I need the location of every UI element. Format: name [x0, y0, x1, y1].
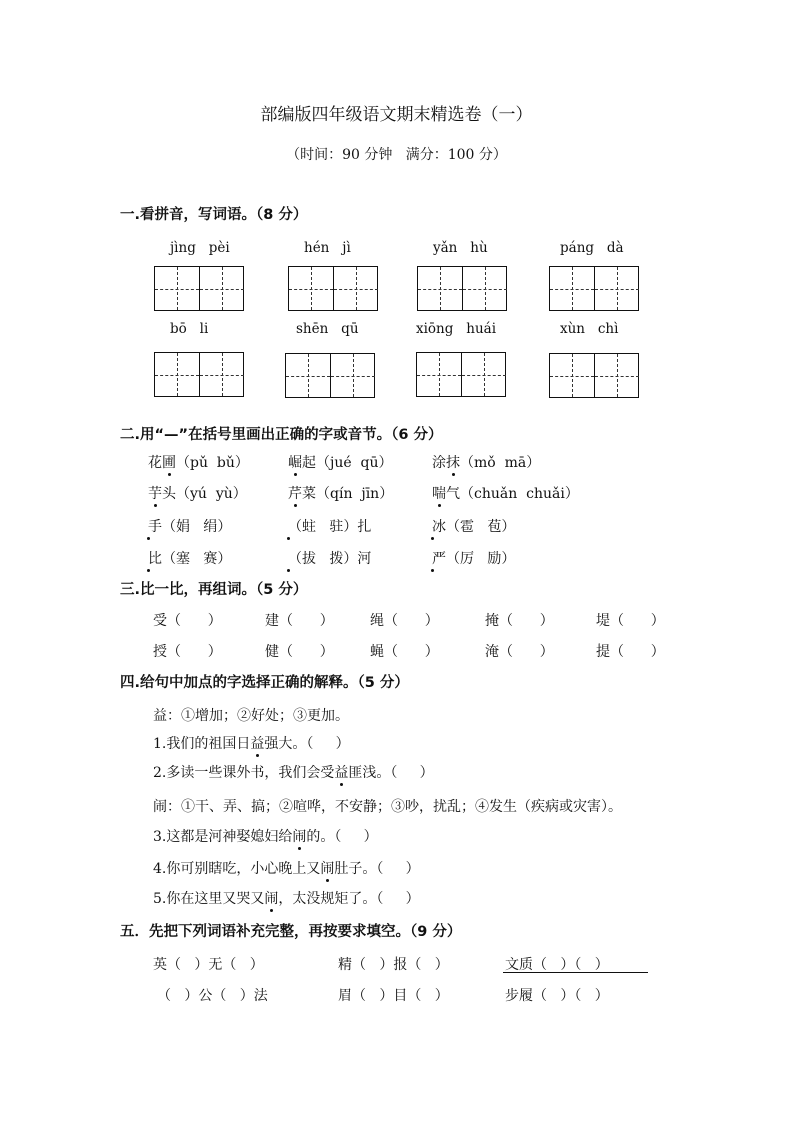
text: 强大。（ ） [264, 736, 350, 752]
choice-item[interactable] [288, 550, 371, 568]
text: （mǒ mā） [460, 455, 541, 471]
idiom-item: 文质（ ）（ ） [505, 957, 609, 973]
writing-box[interactable] [154, 352, 244, 397]
dotted-char: 益 [250, 736, 265, 752]
question-2 [153, 764, 434, 782]
choice-item[interactable] [148, 550, 231, 568]
choice-item[interactable] [288, 518, 371, 536]
dotted-char: 闹 [292, 829, 307, 845]
text: 2.多读一些课外书，我们会受 [153, 765, 335, 781]
word-group-item: 淹（ ） [485, 644, 554, 660]
section-4-heading: 四.给句中加点的字选择正确的解释。（5 分） [120, 675, 409, 691]
word-group-item: 堤（ ） [596, 613, 665, 629]
word-group-item: 掩（ ） [485, 613, 554, 629]
text: （pǔ bǔ） [176, 455, 249, 471]
question-5 [153, 890, 420, 908]
choice-item[interactable] [432, 550, 515, 568]
dotted-char: 抹 [446, 455, 460, 471]
dotted-char: 闹 [264, 891, 279, 907]
pinyin: xiōng huái [416, 321, 497, 337]
choice-item[interactable] [148, 485, 247, 503]
question-3 [153, 828, 378, 846]
text: 涂 [432, 455, 446, 471]
section-5-heading: 五．先把下列词语补充完整，再按要求填空。（9 分） [120, 924, 462, 940]
text: 肚子。（ ） [334, 861, 420, 877]
pinyin: bō li [170, 321, 209, 337]
text: 冰（雹 苞） [432, 519, 516, 535]
writing-box[interactable] [416, 352, 506, 397]
section-2-heading: 二.用“—”在括号里画出正确的字或音节。（6 分） [120, 427, 443, 443]
writing-box[interactable] [417, 266, 507, 311]
writing-box[interactable] [285, 353, 375, 398]
choice-item[interactable] [432, 518, 515, 536]
definition-nao: 闹：①干、弄、搞；②喧哗，不安静；③吵，扰乱；④发生（疾病或灾害）。 [153, 799, 622, 815]
idiom-item: （ ）公（ ）法 [157, 988, 268, 1004]
dotted-char: 圃 [162, 455, 176, 471]
text: ，太没规矩了。（ ） [278, 891, 420, 907]
pinyin: hén jì [304, 240, 351, 256]
dotted-char: 芋 [148, 486, 162, 502]
dotted-char: 益 [334, 765, 349, 781]
section-1-heading: 一.看拼音，写词语。（8 分） [120, 207, 308, 223]
choice-item[interactable] [288, 485, 393, 503]
text: 严（厉 励） [432, 551, 516, 567]
pinyin: jìng pèi [170, 240, 230, 256]
word-group-item: 健（ ） [265, 644, 334, 660]
word-group-item: 绳（ ） [370, 613, 439, 629]
word-group-item: 受（ ） [153, 613, 222, 629]
question-1 [153, 735, 350, 753]
dotted-char: 喘 [432, 486, 446, 502]
text: 匪浅。（ ） [348, 765, 434, 781]
text: （蛀 驻）扎 [288, 519, 372, 535]
idiom-item: 步履（ ）（ ） [505, 988, 609, 1004]
text: 气（chuǎn chuǎi） [446, 486, 579, 502]
idiom-item: 英（ ）无（ ） [153, 957, 264, 973]
choice-item[interactable] [148, 454, 249, 472]
pinyin: shēn qū [296, 321, 359, 337]
text: 5.你在这里又哭又 [153, 891, 265, 907]
text: 起（jué qū） [302, 455, 393, 471]
writing-box[interactable] [549, 266, 639, 311]
text: 3.这都是河神娶媳妇给 [153, 829, 293, 845]
choice-item[interactable] [432, 485, 579, 503]
writing-box[interactable] [549, 353, 639, 398]
word-group-item: 建（ ） [265, 613, 334, 629]
dotted-char: 芹 [288, 486, 302, 502]
text: 比（塞 赛） [148, 551, 232, 567]
text: 1.我们的祖国日 [153, 736, 251, 752]
writing-box[interactable] [154, 266, 244, 311]
word-group-item: 提（ ） [596, 644, 665, 660]
underline [503, 972, 648, 973]
text: （拔 拨）河 [288, 551, 372, 567]
question-4 [153, 860, 420, 878]
text: 手（娟 绢） [148, 519, 232, 535]
text: 4.你可别瞎吃，小心晚上又 [153, 861, 321, 877]
text: 花 [148, 455, 162, 471]
idiom-item: 精（ ）报（ ） [338, 957, 449, 973]
text: 头（yú yù） [162, 486, 247, 502]
text: 菜（qín jīn） [302, 486, 394, 502]
text: 的。（ ） [306, 829, 378, 845]
word-group-item: 授（ ） [153, 644, 222, 660]
pinyin: páng dà [560, 240, 624, 256]
section-3-heading: 三.比一比，再组词。（5 分） [120, 582, 308, 598]
writing-box[interactable] [288, 266, 378, 311]
dotted-char: 崛 [288, 455, 302, 471]
pinyin: xùn chì [560, 321, 619, 337]
word-group-item: 蝇（ ） [370, 644, 439, 660]
idiom-item: 眉（ ）目（ ） [338, 988, 449, 1004]
page-title: 部编版四年级语文期末精选卷（一） [260, 105, 533, 125]
exam-info: （时间：90 分钟 满分：100 分） [286, 147, 507, 163]
choice-item[interactable] [148, 518, 231, 536]
pinyin: yǎn hù [433, 240, 488, 256]
choice-item[interactable] [288, 454, 393, 472]
dotted-char: 闹 [320, 861, 335, 877]
definition-yi: 益：①增加；②好处；③更加。 [153, 708, 349, 724]
choice-item[interactable] [432, 454, 540, 472]
